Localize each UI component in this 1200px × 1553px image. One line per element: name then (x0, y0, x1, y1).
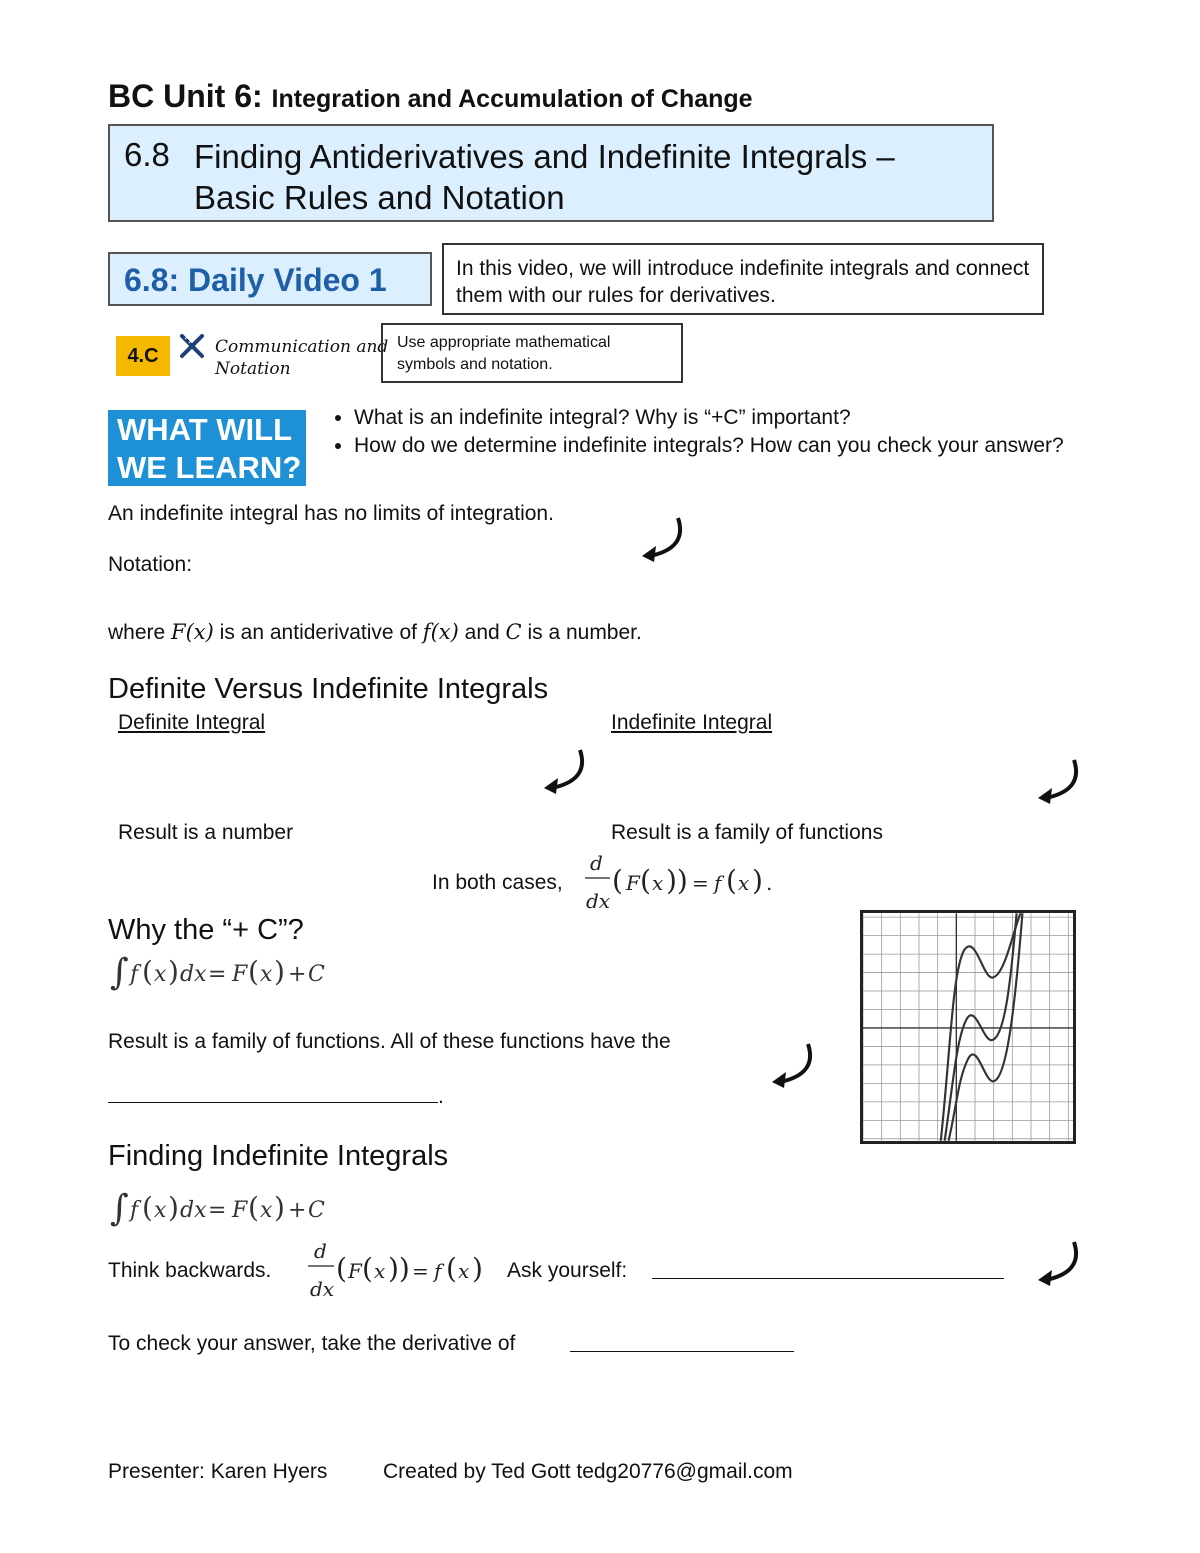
integral-equation (108, 1184, 348, 1234)
indefinite-integral-heading: Indefinite Integral (611, 711, 773, 734)
learn-badge-line2: WE LEARN? (117, 450, 302, 485)
daily-video-label: 6.8: Daily Video 1 (108, 252, 432, 306)
indefinite-result: Result is a family of functions (611, 821, 883, 844)
svg-text:=: = (208, 962, 227, 987)
curved-arrow-icon (766, 1040, 826, 1100)
svg-text:d: d (314, 1239, 327, 1263)
what-will-we-learn-badge (108, 410, 306, 486)
skill-code-badge: 4.C (116, 336, 170, 376)
check-answer-text: To check your answer, take the derivative of (108, 1332, 516, 1355)
svg-text:∫: ∫ (110, 1188, 129, 1229)
svg-text:(: ( (248, 955, 259, 988)
svg-text:): ) (168, 1191, 179, 1224)
svg-text:(: ( (362, 1252, 373, 1285)
definite-result: Result is a number (118, 821, 294, 844)
svg-text:dx: dx (180, 1198, 207, 1223)
unit-title (108, 78, 753, 115)
lesson-number: 6.8 (124, 136, 170, 173)
family-of-curves-graph (860, 910, 1076, 1144)
notation-label: Notation: (108, 553, 193, 576)
svg-text:x: x (652, 871, 664, 895)
svg-text:dx: dx (180, 962, 207, 987)
svg-text:=: = (208, 1198, 227, 1223)
check-answer-blank[interactable] (570, 1331, 794, 1357)
footer-presenter: Presenter: Karen Hyers (108, 1460, 328, 1483)
svg-text:x: x (738, 871, 750, 895)
svg-text:f: f (434, 1259, 442, 1283)
svg-text:dx: dx (586, 889, 611, 913)
integral-equation (108, 948, 348, 998)
svg-text:F: F (626, 871, 640, 895)
svg-text:(: ( (640, 864, 651, 897)
svg-text:F: F (232, 1198, 248, 1223)
curved-arrow-icon (636, 512, 696, 572)
svg-text:(: ( (446, 1252, 457, 1285)
svg-text:)): )) (666, 864, 688, 897)
svg-text:): ) (274, 1191, 285, 1224)
svg-text:(: ( (726, 864, 737, 897)
where-F: F(x) (171, 620, 214, 644)
curved-arrow-icon (1032, 1238, 1092, 1298)
svg-text:x: x (260, 962, 273, 987)
curved-arrow-icon (538, 746, 598, 806)
svg-text:∫: ∫ (110, 952, 129, 993)
svg-text:x: x (260, 1198, 273, 1223)
list-item: • How do we determine indefinite integrals? How can you check your answer? (354, 432, 1104, 460)
where-and: and (458, 621, 506, 644)
unit-label: BC Unit 6: (108, 78, 263, 114)
derivative-equation (582, 850, 782, 914)
svg-text:f: f (130, 1198, 139, 1223)
svg-text:x: x (154, 962, 167, 987)
skill-category-line1: Communication and (215, 337, 389, 357)
svg-text:=: = (692, 871, 709, 895)
definition-text: An indefinite integral has no limits of integration. (108, 502, 554, 525)
where-C: C (505, 620, 522, 644)
ask-yourself-blank[interactable] (652, 1258, 1004, 1284)
svg-text:): ) (752, 864, 763, 897)
where-post: is a number. (521, 621, 642, 644)
svg-text:(: ( (142, 1191, 153, 1224)
svg-text:x: x (374, 1259, 386, 1283)
learn-badge-line1: WHAT WILL (117, 412, 293, 447)
footer-creator: Created by Ted Gott tedg20776@gmail.com (383, 1460, 793, 1483)
svg-text:C: C (308, 1198, 325, 1223)
svg-text:)): )) (388, 1252, 410, 1285)
unit-subtitle: Integration and Accumulation of Change (271, 85, 753, 113)
svg-text:(: ( (336, 1252, 347, 1285)
where-statement (108, 620, 642, 645)
svg-text:dx: dx (310, 1277, 335, 1301)
family-functions-text: Result is a family of functions. All of these functions have the (108, 1030, 671, 1053)
skill-category (215, 336, 388, 380)
where-f: f(x) (422, 620, 459, 644)
svg-text:): ) (274, 955, 285, 988)
svg-text:x: x (154, 1198, 167, 1223)
video-intro-box: In this video, we will introduce indefinite integrals and connect them with our rules for derivatives. (442, 243, 1044, 315)
both-cases-text: In both cases, (432, 871, 563, 894)
svg-text:x: x (458, 1259, 470, 1283)
where-pre: where (108, 621, 172, 644)
lesson-title-box (108, 124, 994, 222)
section-heading-finding: Finding Indefinite Integrals (108, 1140, 449, 1172)
svg-text:F: F (232, 962, 248, 987)
svg-text:f: f (130, 962, 139, 987)
svg-text:=: = (412, 1259, 429, 1283)
svg-text:f: f (714, 871, 722, 895)
where-mid: is an antiderivative of (213, 621, 423, 644)
definite-integral-heading: Definite Integral (118, 711, 266, 734)
lesson-title: Finding Antiderivatives and Indefinite Integrals – Basic Rules and Notation (194, 138, 895, 216)
svg-text:(: ( (612, 864, 623, 897)
svg-text:F: F (348, 1259, 362, 1283)
learning-questions (326, 404, 1104, 460)
svg-text:(: ( (142, 955, 153, 988)
svg-text:+: + (288, 1198, 307, 1223)
list-item: • What is an indefinite integral? Why is “+C” important? (354, 404, 1104, 432)
skill-category-line2: Notation (215, 359, 291, 379)
svg-text:+: + (288, 962, 307, 987)
svg-text:(: ( (248, 1191, 259, 1224)
svg-text:.: . (766, 871, 773, 895)
section-heading-why-c: Why the “+ C”? (108, 914, 304, 946)
svg-text:d: d (590, 851, 603, 875)
svg-text:): ) (472, 1252, 483, 1285)
pencil-ruler-icon (178, 332, 206, 360)
think-backwards-text: Think backwards. (108, 1259, 272, 1282)
ask-yourself-text: Ask yourself: (507, 1259, 628, 1282)
section-heading-definite-vs-indefinite: Definite Versus Indefinite Integrals (108, 673, 549, 705)
skill-description: Use appropriate mathematical symbols and notation. (381, 323, 683, 383)
derivative-equation (302, 1238, 492, 1302)
svg-text:C: C (308, 962, 325, 987)
svg-text:): ) (168, 955, 179, 988)
fill-in-blank[interactable]: . (108, 1082, 444, 1109)
curved-arrow-icon (1032, 756, 1092, 816)
